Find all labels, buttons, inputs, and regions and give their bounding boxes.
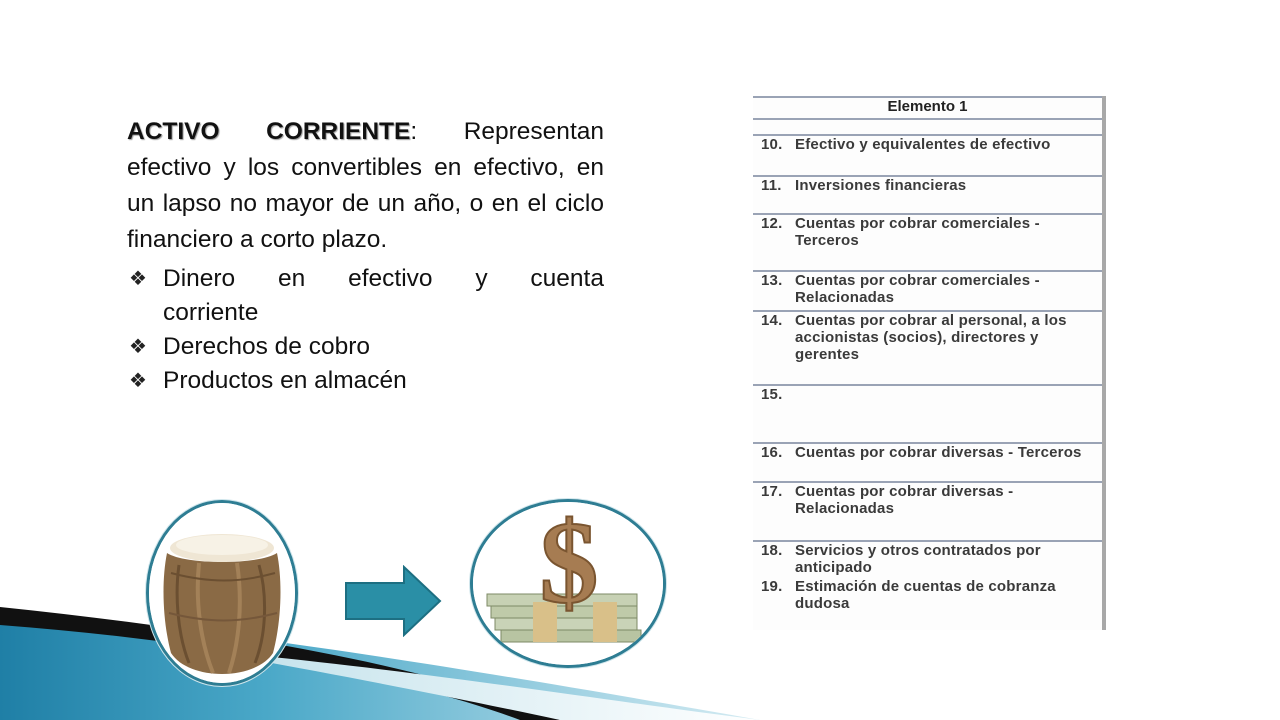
row-text: Servicios y otros contratados por anticipado <box>795 542 1041 576</box>
table-row <box>753 578 1102 612</box>
list-item <box>127 330 604 364</box>
table-row <box>753 310 1102 363</box>
table-row <box>753 213 1102 249</box>
list-item <box>127 364 604 398</box>
row-number: 17. <box>761 483 783 500</box>
row-text: Estimación de cuentas de cobranza dudosa <box>795 578 1056 612</box>
row-number: 19. <box>761 578 783 595</box>
row-text: Cuentas por cobrar comerciales - Terceros <box>795 215 1040 249</box>
bullet-text: Dinero en efectivo y cuenta <box>163 265 604 292</box>
row-number: 11. <box>761 177 782 194</box>
diamond-bullet-icon: ❖ <box>129 336 147 358</box>
table-row <box>753 175 1102 194</box>
table-row <box>753 134 1102 153</box>
table-row <box>753 481 1102 517</box>
bullet-text: Productos en almacén <box>163 367 407 394</box>
accounts-table <box>753 96 1106 630</box>
list-item <box>127 262 604 330</box>
definition-paragraph <box>127 114 604 258</box>
row-text: Cuentas por cobrar diversas - Terceros <box>795 444 1082 461</box>
rice-sack-image <box>146 500 298 686</box>
bullet-list <box>127 262 604 398</box>
row-text: Cuentas por cobrar diversas - Relacionadas <box>795 483 1014 517</box>
svg-text:$: $ <box>539 502 599 628</box>
row-text: Efectivo y equivalentes de efectivo <box>795 136 1051 153</box>
definition-text: : Representan efectivo y los convertibles en efectivo, en un lapso no mayor de un año, o en el ciclo financiero a corto plazo. <box>127 118 604 253</box>
table-header: Elemento 1 <box>753 96 1102 118</box>
table-row <box>753 384 1102 403</box>
row-text: Cuentas por cobrar al personal, a los accionistas (socios), directores y gerentes <box>795 312 1067 363</box>
bullet-text: Derechos de cobro <box>163 333 371 360</box>
row-number: 10. <box>761 136 783 153</box>
row-text: Cuentas por cobrar comerciales - Relacionadas <box>795 272 1040 306</box>
diamond-bullet-icon: ❖ <box>129 370 147 392</box>
row-number: 18. <box>761 542 783 559</box>
row-number: 16. <box>761 444 783 461</box>
row-number: 12. <box>761 215 783 232</box>
row-number: 13. <box>761 272 783 289</box>
diamond-bullet-icon: ❖ <box>129 268 147 290</box>
row-number: 15. <box>761 386 783 403</box>
dollar-money-icon <box>473 502 663 665</box>
table-row-blank <box>753 118 1102 134</box>
table-row <box>753 270 1102 306</box>
money-image <box>470 499 666 668</box>
row-text: Inversiones financieras <box>795 177 967 194</box>
bullet-text-continuation: corriente <box>163 299 259 326</box>
content-text <box>127 114 604 398</box>
right-arrow-icon <box>344 565 442 637</box>
term-activo-corriente: ACTIVO CORRIENTE <box>127 118 411 145</box>
table-row <box>753 442 1102 461</box>
rice-sack-icon <box>149 503 295 683</box>
row-number: 14. <box>761 312 783 329</box>
table-row <box>753 540 1102 576</box>
